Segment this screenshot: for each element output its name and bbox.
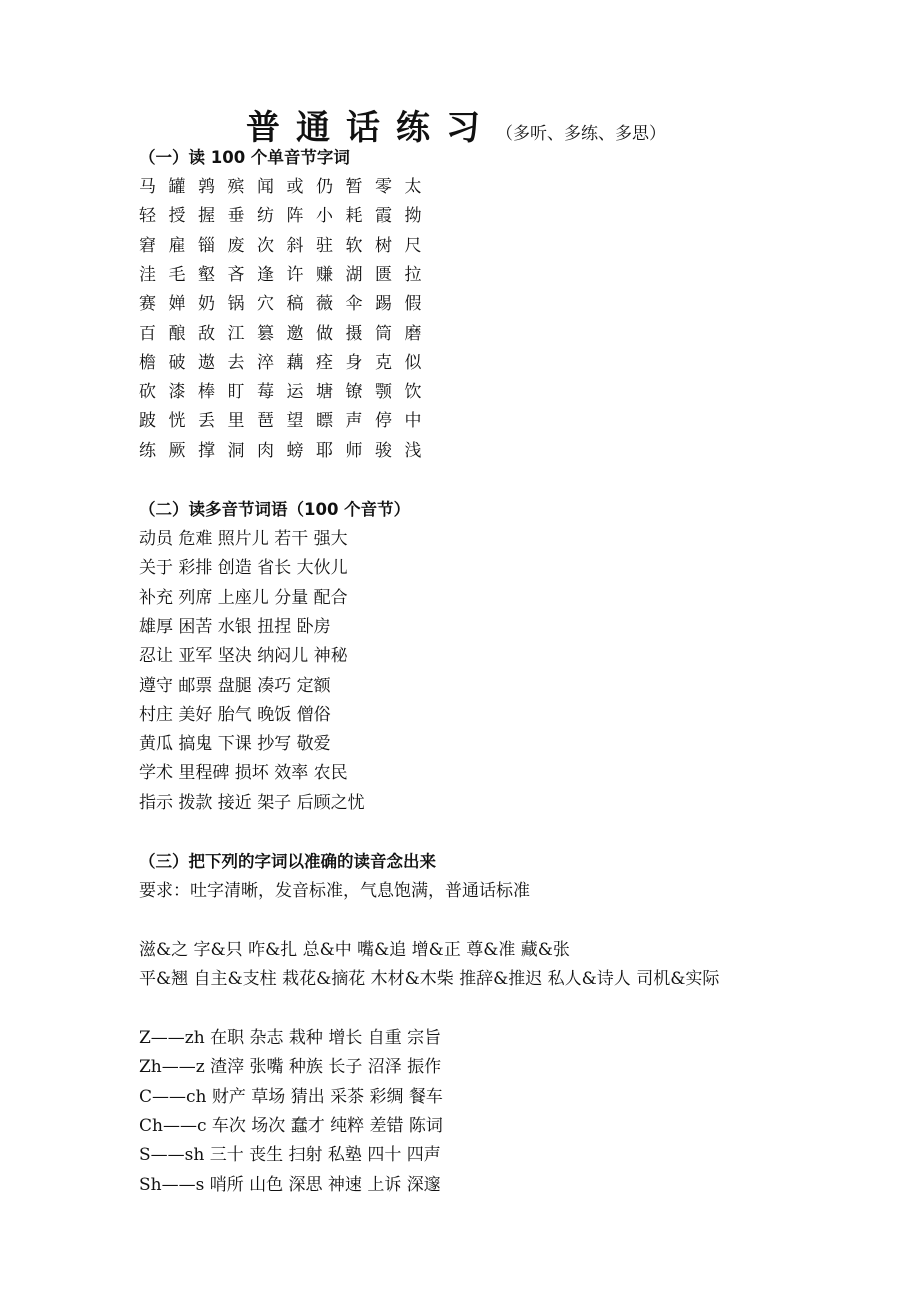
char-item: 零	[375, 177, 392, 197]
char-item: 斜	[286, 235, 304, 256]
char-item: 运	[286, 382, 304, 403]
char-item: 瞟	[316, 411, 333, 432]
char-item: 壑	[198, 264, 215, 285]
char-item: 莓	[257, 382, 274, 403]
contrast-row: S——sh 三十 丧生 扫射 私塾 四十 四声	[139, 1145, 441, 1166]
char-item: 琶	[257, 411, 274, 432]
char-item: 撑	[198, 440, 215, 461]
char-item: 稿	[286, 294, 304, 315]
char-row	[139, 441, 434, 461]
char-row	[139, 324, 434, 344]
char-item: 闻	[257, 177, 274, 197]
char-item: 马	[139, 177, 156, 197]
word-row: 指示 拨款 接近 架子 后顾之忧	[139, 792, 365, 813]
char-item: 螃	[286, 440, 304, 461]
char-item: 鹑	[198, 177, 215, 197]
char-row	[139, 294, 434, 314]
char-item: 去	[227, 352, 245, 373]
char-item: 拉	[404, 264, 422, 285]
char-item: 驻	[316, 235, 333, 256]
word-row: 补充 列席 上座儿 分量 配合	[139, 587, 348, 608]
page-subtitle: （多听、多练、多思）	[496, 124, 666, 144]
char-item: 厥	[168, 440, 186, 461]
char-item: 尺	[404, 235, 422, 256]
char-item: 洞	[227, 440, 245, 461]
char-item: 酿	[168, 323, 186, 344]
section2-heading: （二）读多音节词语（100 个音节）	[139, 500, 411, 519]
char-item: 磨	[404, 323, 422, 344]
char-item: 遨	[198, 352, 215, 373]
char-item: 雇	[168, 235, 186, 256]
char-item: 奶	[198, 294, 215, 315]
char-item: 藕	[286, 352, 304, 373]
char-item: 软	[345, 235, 363, 256]
contrast-row: Z——zh 在职 杂志 栽种 增长 自重 宗旨	[139, 1028, 442, 1048]
char-item: 望	[286, 411, 304, 432]
char-row	[139, 265, 434, 285]
char-item: 暂	[345, 177, 363, 197]
char-item: 篡	[257, 323, 274, 344]
char-row	[139, 382, 434, 402]
word-row: 关于 彩排 创造 省长 大伙儿	[139, 558, 348, 579]
page-title: 普通话练习	[246, 108, 496, 148]
char-row	[139, 236, 434, 256]
char-item: 吝	[227, 264, 245, 285]
char-item: 伞	[345, 294, 363, 315]
char-item: 假	[404, 294, 422, 315]
char-row	[139, 353, 434, 373]
contrast-row: Ch——c 车次 场次 蠢才 纯粹 差错 陈词	[139, 1115, 443, 1136]
char-item: 洼	[139, 264, 156, 285]
char-item: 小	[316, 206, 333, 227]
word-row: 村庄 美好 胎气 晚饭 僧俗	[139, 704, 331, 725]
char-item: 痊	[316, 352, 333, 373]
char-item: 匮	[375, 264, 392, 285]
char-item: 浅	[404, 440, 422, 461]
char-item: 耶	[316, 440, 333, 461]
char-item: 肉	[257, 440, 274, 461]
char-item: 师	[345, 440, 363, 461]
section1-heading: （一）读 100 个单音节字词	[139, 148, 350, 167]
char-item: 邀	[286, 323, 304, 344]
pair-row: 平&翘 自主&支柱 栽花&摘花 木材&木柴 推辞&推迟 私人&诗人 司机&实际	[139, 969, 720, 990]
char-item: 霞	[375, 206, 392, 227]
pair-row: 滋&之 字&只 咋&扎 总&中 嘴&追 增&正 尊&准 藏&张	[139, 940, 570, 960]
char-item: 或	[286, 177, 304, 197]
word-row: 学术 里程碑 损坏 效率 农民	[139, 763, 348, 784]
char-item: 毛	[168, 264, 186, 285]
char-item: 棒	[198, 382, 215, 403]
char-item: 阵	[286, 206, 304, 227]
char-item: 百	[139, 323, 156, 344]
char-item: 镣	[345, 382, 363, 403]
char-item: 殡	[227, 177, 245, 197]
char-item: 垂	[227, 206, 245, 227]
char-item: 耗	[345, 206, 363, 227]
char-item: 砍	[139, 382, 156, 403]
char-item: 逢	[257, 264, 274, 285]
contrast-row: C——ch 财产 草场 猜出 采茶 彩绸 餐车	[139, 1086, 443, 1107]
char-item: 窘	[139, 235, 156, 256]
char-item: 许	[286, 264, 304, 285]
section3-heading: （三）把下列的字词以准确的读音念出来	[139, 852, 436, 871]
char-item: 锱	[198, 235, 215, 256]
char-item: 淬	[257, 352, 274, 373]
char-item: 踢	[375, 294, 392, 315]
char-item: 颚	[375, 382, 392, 403]
char-item: 纺	[257, 206, 274, 227]
char-item: 破	[168, 352, 186, 373]
char-row	[139, 206, 434, 226]
char-item: 中	[404, 411, 422, 432]
char-item: 穴	[257, 294, 274, 315]
char-item: 声	[345, 411, 363, 432]
char-item: 轻	[139, 206, 156, 227]
word-row: 动员 危难 照片儿 若干 强大	[139, 529, 348, 549]
section3-requirement: 要求：吐字清晰，发音标准，气息饱满，普通话标准	[139, 881, 530, 901]
char-item: 筒	[375, 323, 392, 344]
char-item: 练	[139, 440, 156, 461]
char-item: 身	[345, 352, 363, 373]
title-row	[246, 100, 666, 149]
char-item: 似	[404, 352, 422, 373]
char-item: 次	[257, 235, 274, 256]
char-item: 罐	[168, 177, 186, 197]
char-item: 骏	[375, 440, 392, 461]
char-item: 薇	[316, 294, 333, 315]
char-item: 握	[198, 206, 215, 227]
char-row	[139, 411, 434, 431]
char-item: 仍	[316, 177, 333, 197]
char-item: 塘	[316, 382, 333, 403]
char-item: 摄	[345, 323, 363, 344]
word-row: 忍让 亚军 坚决 纳闷儿 神秘	[139, 646, 348, 667]
char-item: 赛	[139, 294, 156, 315]
char-item: 跛	[139, 411, 156, 432]
char-row	[139, 177, 434, 197]
char-item: 江	[227, 323, 245, 344]
word-row: 雄厚 困苦 水银 扭捏 卧房	[139, 616, 331, 637]
char-item: 婵	[168, 294, 186, 315]
char-item: 废	[227, 235, 245, 256]
contrast-row: Sh——s 哨所 山色 深思 神速 上诉 深邃	[139, 1174, 441, 1195]
char-item: 湖	[345, 264, 363, 285]
char-item: 树	[375, 235, 392, 256]
char-item: 拗	[404, 206, 422, 227]
contrast-row: Zh——z 渣滓 张嘴 种族 长子 沼泽 振作	[139, 1057, 442, 1078]
char-item: 敌	[198, 323, 215, 344]
char-item: 锅	[227, 294, 245, 315]
char-item: 里	[227, 411, 245, 432]
char-item: 克	[375, 352, 392, 373]
char-item: 停	[375, 411, 392, 432]
char-item: 赚	[316, 264, 333, 285]
char-item: 做	[316, 323, 333, 344]
char-item: 太	[404, 177, 422, 197]
char-item: 盯	[227, 382, 245, 403]
char-item: 檐	[139, 352, 156, 373]
char-item: 恍	[168, 411, 186, 432]
char-item: 授	[168, 206, 186, 227]
char-item: 漆	[168, 382, 186, 403]
word-row: 黄瓜 搞鬼 下课 抄写 敬爱	[139, 734, 331, 755]
char-item: 饮	[404, 382, 422, 403]
word-row: 遵守 邮票 盘腿 凑巧 定额	[139, 675, 331, 696]
char-item: 丢	[198, 411, 215, 432]
